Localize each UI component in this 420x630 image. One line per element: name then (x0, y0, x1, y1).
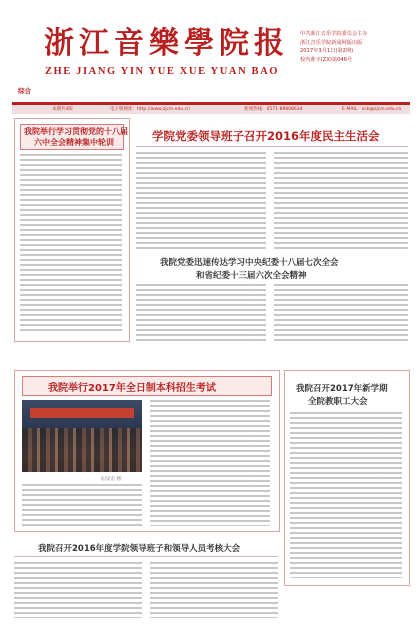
subbar-hotline: 新闻热线：0571-89808634 (244, 107, 303, 112)
article-3-title-line1: 我院党委迅速传达学习中央纪委十八届七次全会 (160, 258, 339, 268)
edition-tag: 综合 (18, 87, 31, 95)
article-1-title-line2: 六中全会精神集中轮训 (34, 138, 114, 147)
article-5-body (290, 412, 402, 578)
article-5-title-line2: 全院教职工大会 (308, 397, 368, 407)
photo-banner (30, 408, 134, 418)
article-2-body-col1 (136, 152, 266, 250)
article-1-title-line1: 我院举行学习贯彻党的十八届 (24, 127, 128, 136)
masthead-pinyin: ZHE JIANG YIN YUE XUE YUAN BAO (44, 66, 280, 77)
info-license: 校内准字(ZX)第046号 (300, 56, 353, 63)
article-3-title-line2: 和省纪委十三届六次全会精神 (196, 271, 307, 281)
article-6-body-col2 (150, 562, 278, 618)
photo-crowd (22, 428, 142, 472)
article-6-body-col1 (14, 562, 142, 618)
photo-caption: 文/吴宏 图 (100, 477, 121, 482)
article-4-title: 我院举行2017年全日制本科招生考试 (48, 383, 216, 394)
masthead (44, 26, 289, 88)
exam-photo (22, 400, 142, 472)
publication-info (300, 30, 410, 64)
article-6-title: 我院召开2016年度学院领导班子和领导人员考核大会 (38, 544, 241, 554)
subbar-website[interactable]: 电子版网址：http://www.zjcm.edu.cn (110, 107, 190, 112)
article-4-body-col2 (150, 400, 270, 526)
info-date: 2017年3月1日(第2期) (300, 48, 354, 55)
article-3-body-col2 (274, 284, 408, 344)
article-2-title: 学院党委领导班子召开2016年度民主生活会 (152, 129, 380, 143)
article-5-title-line1: 我院召开2017年新学期 (296, 384, 388, 394)
article-2-rule (136, 146, 408, 147)
article-4-body-col1 (22, 484, 142, 526)
subbar-pages: 本期共4版 (52, 107, 73, 112)
article-1-body (20, 154, 122, 334)
info-publisher: 中共浙江音乐学院委员会主办 (300, 31, 368, 37)
header-subbar (12, 105, 410, 114)
article-6-rule (14, 556, 278, 557)
subbar-email[interactable]: E-MAIL：xcb@zjcm.edu.cn (342, 107, 402, 112)
article-2-body-col2 (274, 152, 408, 250)
masthead-title: 浙江音樂學院报 (44, 26, 289, 61)
article-3-body-col1 (136, 284, 266, 344)
info-outlet: 浙江音乐学院新闻网版出版 (300, 39, 363, 46)
